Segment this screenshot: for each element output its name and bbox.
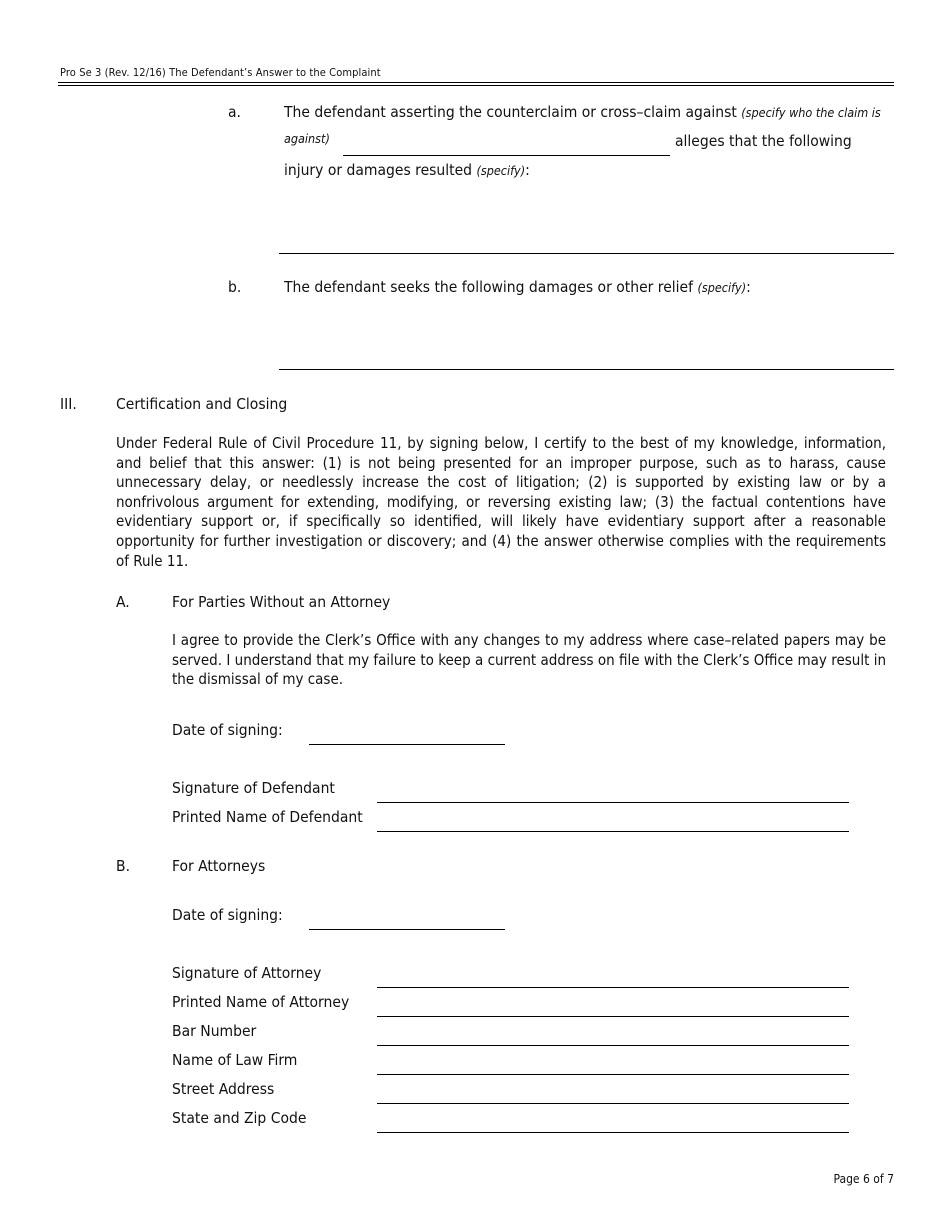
item-b-specify: (specify)	[697, 280, 747, 295]
form-header-title: Pro Se 3 (Rev. 12/16) The Defendant’s Answer to the Complaint	[60, 66, 381, 79]
attorney-field-label: Signature of Attorney	[172, 964, 322, 982]
item-a-text-2: alleges that the following	[675, 132, 852, 150]
certification-paragraph: Under Federal Rule of Civil Procedure 11, by signing below, I certify to the best of my knowledge, information, and belief that this answer: (1) is not being presented for an improper purpose, such as to harass, cause unnecessary delay, or needlessly increase the cost of litigation; (2) is supported by existing law or by a nonfrivolous argument for extending, modifying, or reversing existing law; (3) the factual contentions have evidentiary support or, if specifically so identified, will likely have evidentiary support after a reasonable opportunity for further investigation or discovery; and (4) the answer otherwise complies with the requirements of Rule 11.	[116, 434, 886, 570]
item-a-colon: :	[525, 161, 530, 179]
attorney-signature-field[interactable]	[377, 987, 849, 988]
attorney-field-label: State and Zip Code	[172, 1109, 307, 1127]
section-a-letter: A.	[116, 593, 130, 611]
item-b-colon: :	[746, 278, 751, 296]
item-a-specify-1: (specify who the claim is	[741, 105, 881, 120]
attorney-field-label: Printed Name of Attorney	[172, 993, 350, 1011]
header-rule-bottom	[58, 85, 894, 86]
item-a-marker: a.	[228, 103, 241, 121]
relief-field[interactable]	[279, 369, 894, 370]
section-b-letter: B.	[116, 857, 130, 875]
header-rule-top	[58, 82, 894, 83]
item-a-specify-3: (specify)	[476, 163, 526, 178]
item-b-line	[284, 277, 751, 298]
defendant-signature-label: Signature of Defendant	[172, 779, 335, 797]
bar-number-field[interactable]	[377, 1045, 849, 1046]
section-iii-number: III.	[60, 395, 77, 413]
item-a-text-3: injury or damages resulted	[284, 161, 473, 179]
defendant-printed-name-label: Printed Name of Defendant	[172, 808, 363, 826]
attorney-date-field[interactable]	[309, 929, 505, 930]
attorney-printed-name-field[interactable]	[377, 1016, 849, 1017]
street-address-field[interactable]	[377, 1103, 849, 1104]
section-b-title: For Attorneys	[172, 857, 266, 875]
attorney-field-label: Bar Number	[172, 1022, 257, 1040]
claim-against-field[interactable]	[343, 155, 670, 156]
defendant-date-field[interactable]	[309, 744, 505, 745]
item-a-text-1: The defendant asserting the counterclaim or cross–claim against	[284, 103, 737, 121]
law-firm-field[interactable]	[377, 1074, 849, 1075]
state-zip-field[interactable]	[377, 1132, 849, 1133]
attorney-field-label: Street Address	[172, 1080, 275, 1098]
page-number: Page 6 of 7	[833, 1172, 894, 1186]
item-b-text: The defendant seeks the following damages or other relief	[284, 278, 694, 296]
item-b-marker: b.	[228, 278, 242, 296]
item-a-line-1	[284, 102, 881, 123]
defendant-signature-field[interactable]	[377, 802, 849, 803]
section-iii-title: Certification and Closing	[116, 395, 288, 413]
section-a-title: For Parties Without an Attorney	[172, 593, 391, 611]
attorney-date-label: Date of signing:	[172, 906, 283, 924]
item-a-specify-2: against)	[284, 131, 330, 146]
defendant-printed-name-field[interactable]	[377, 831, 849, 832]
parties-paragraph: I agree to provide the Clerk’s Office with any changes to my address where case–related papers may be served. I understand that my failure to keep a current address on file with the Clerk’s Office may result in the dismissal of my case.	[172, 631, 886, 689]
item-a-line-3	[284, 160, 530, 181]
injury-damages-field[interactable]	[279, 253, 894, 254]
attorney-field-label: Name of Law Firm	[172, 1051, 298, 1069]
defendant-date-label: Date of signing:	[172, 721, 283, 739]
